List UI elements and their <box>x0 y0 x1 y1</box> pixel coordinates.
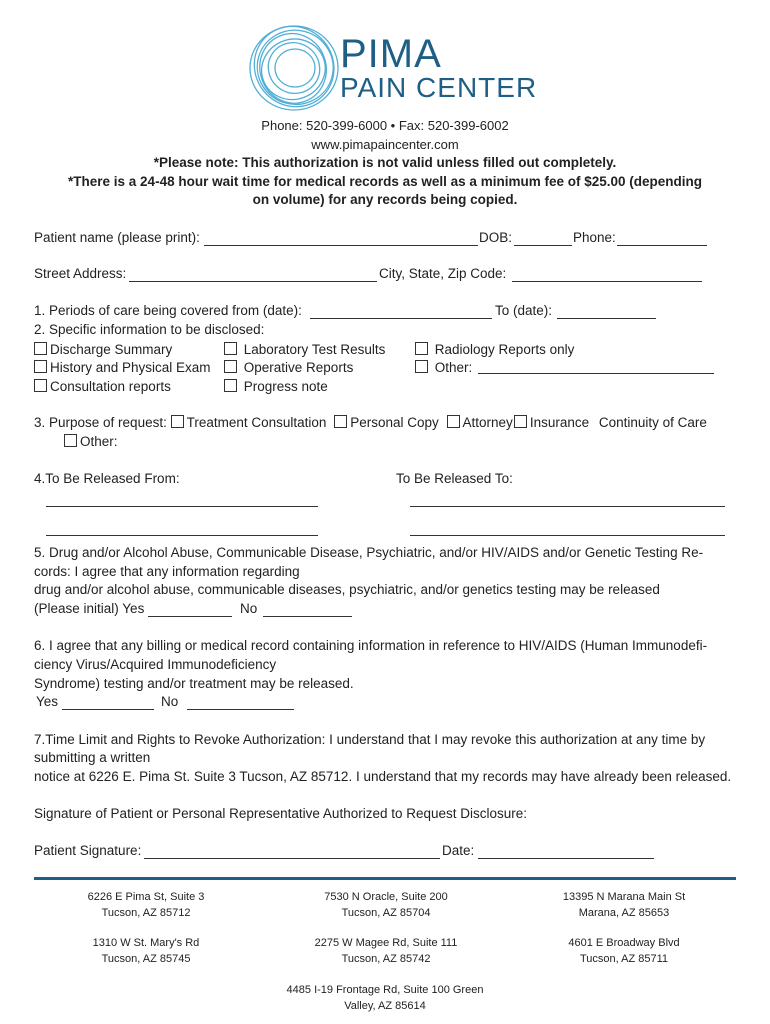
note-wait-fee-cont: on volume) for any records being copied. <box>252 192 518 207</box>
periods-label: 1. Periods of care being covered from (date): <box>34 303 302 318</box>
checkbox-box[interactable] <box>34 379 47 392</box>
released-from-field-2[interactable] <box>46 521 318 536</box>
section5-line3: drug and/or alcohol abuse, communicable diseases, psychiatric, and/or genetics testing may be released <box>34 582 660 597</box>
note-valid: *Please note: This authorization is not valid unless filled out completely. <box>153 155 617 170</box>
section6-line3: Syndrome) testing and/or treatment may be released. <box>34 676 354 691</box>
street-label: Street Address: <box>34 266 127 281</box>
checkbox-box[interactable] <box>224 360 237 373</box>
checkbox-box[interactable] <box>34 360 47 373</box>
other-info-field[interactable] <box>478 359 714 374</box>
section5-yes-field[interactable] <box>148 602 232 617</box>
to-date-field[interactable] <box>557 304 656 319</box>
checkbox-other-info[interactable]: Other: <box>415 360 472 375</box>
checkbox-insurance[interactable] <box>514 415 527 428</box>
patient-name-field[interactable] <box>204 231 478 246</box>
checkbox-box[interactable] <box>415 360 428 373</box>
checkbox-operative-reports[interactable]: Operative Reports <box>224 360 353 375</box>
section7-line2: submitting a written <box>34 750 151 765</box>
contact-info: Phone: 520-399-6000 • Fax: 520-399-6002 <box>261 118 509 133</box>
signature-heading: Signature of Patient or Personal Representative Authorized to Request Disclosure: <box>34 806 528 821</box>
section5-yes-label: (Please initial) Yes <box>34 601 145 616</box>
section6-line1: 6. I agree that any billing or medical record containing information in reference to HIV/AIDS (Human Immunodefi- <box>34 638 708 653</box>
section5-no-field[interactable] <box>263 602 352 617</box>
logo-subtitle: PAIN CENTER <box>340 72 538 103</box>
checkbox-treatment[interactable] <box>171 415 184 428</box>
released-to-field-1[interactable] <box>410 492 725 507</box>
purpose-row: 3. Purpose of request: Treatment Consultation Personal Copy Attorney Insurance Continuity of Care <box>34 415 707 430</box>
note-wait-fee: *There is a 24-48 hour wait time for medical records as well as a minimum fee of $25.00 (depending <box>68 174 702 189</box>
footer-divider <box>34 877 736 880</box>
checkbox-history-physical[interactable]: History and Physical Exam <box>34 360 211 375</box>
street-field[interactable] <box>129 267 377 282</box>
released-to-label: To Be Released To: <box>396 471 513 486</box>
phone-field[interactable] <box>617 231 707 246</box>
logo-title: PIMA <box>340 32 442 76</box>
checkbox-box[interactable] <box>224 342 237 355</box>
city-field[interactable] <box>512 267 702 282</box>
city-label: City, State, Zip Code: <box>379 266 507 281</box>
checkbox-radiology[interactable]: Radiology Reports only <box>415 342 574 357</box>
patient-signature-label: Patient Signature: <box>34 843 142 858</box>
location-oracle: 7530 N Oracle, Suite 200 Tucson, AZ 85704 <box>324 891 448 919</box>
location-marana: 13395 N Marana Main St Marana, AZ 85653 <box>562 891 686 919</box>
section6-no-field[interactable] <box>187 695 294 710</box>
released-to-field-2[interactable] <box>410 521 725 536</box>
checkbox-box[interactable] <box>34 342 47 355</box>
section7-line1: 7.Time Limit and Rights to Revoke Authorization: I understand that I may revoke this authorization at any time by <box>34 732 706 747</box>
phone-label: Phone: <box>573 230 616 245</box>
to-date-label: To (date): <box>495 303 553 318</box>
patient-name-label: Patient name (please print): <box>34 230 200 245</box>
checkbox-progress-note[interactable]: Progress note <box>224 379 328 394</box>
continuity-of-care: Continuity of Care <box>598 415 707 430</box>
section5-no-label: No <box>240 601 258 616</box>
checkbox-purpose-other[interactable]: Other: <box>64 434 118 449</box>
dob-label: DOB: <box>479 230 513 245</box>
location-pima: 6226 E Pima St, Suite 3 Tucson, AZ 85712 <box>87 891 205 919</box>
patient-signature-field[interactable] <box>144 844 440 859</box>
pima-logo-icon <box>244 20 344 116</box>
location-green-valley: 4485 I-19 Frontage Rd, Suite 100 Green Valley, AZ 85614 <box>286 984 484 1012</box>
checkbox-attorney[interactable] <box>447 415 460 428</box>
checkbox-box[interactable] <box>64 434 77 447</box>
specific-info-label: 2. Specific information to be disclosed: <box>34 322 265 337</box>
location-st-marys: 1310 W St. Mary's Rd Tucson, AZ 85745 <box>92 937 200 965</box>
section6-line2: ciency Virus/Acquired Immunodeficiency <box>34 657 277 672</box>
checkbox-consultation-reports[interactable]: Consultation reports <box>34 379 171 394</box>
website-link[interactable]: www.pimapaincenter.com <box>311 137 459 152</box>
checkbox-lab-results[interactable]: Laboratory Test Results <box>224 342 385 357</box>
location-broadway: 4601 E Broadway Blvd Tucson, AZ 85711 <box>568 937 680 965</box>
released-from-field-1[interactable] <box>46 492 318 507</box>
section5-line2: cords: I agree that any information regarding <box>34 564 300 579</box>
section6-yes-label: Yes <box>36 694 59 709</box>
purpose-label: 3. Purpose of request: <box>34 415 167 430</box>
location-magee: 2275 W Magee Rd, Suite 111 Tucson, AZ 85742 <box>314 937 458 965</box>
signature-date-label: Date: <box>442 843 475 858</box>
section7-line3: notice at 6226 E. Pima St. Suite 3 Tucson, AZ 85712. I understand that my records may have already been released. <box>34 769 732 784</box>
released-from-label: 4.To Be Released From: <box>34 471 180 486</box>
section6-no-label: No <box>161 694 179 709</box>
signature-date-field[interactable] <box>478 844 654 859</box>
section6-yes-field[interactable] <box>62 695 154 710</box>
dob-field[interactable] <box>514 231 572 246</box>
checkbox-discharge-summary[interactable]: Discharge Summary <box>34 342 172 357</box>
checkbox-personal-copy[interactable] <box>334 415 347 428</box>
checkbox-box[interactable] <box>415 342 428 355</box>
period-from-field[interactable] <box>310 304 492 319</box>
checkbox-box[interactable] <box>224 379 237 392</box>
section5-line1: 5. Drug and/or Alcohol Abuse, Communicable Disease, Psychiatric, and/or HIV/AIDS and/or Genetic Testing Re- <box>34 545 704 560</box>
